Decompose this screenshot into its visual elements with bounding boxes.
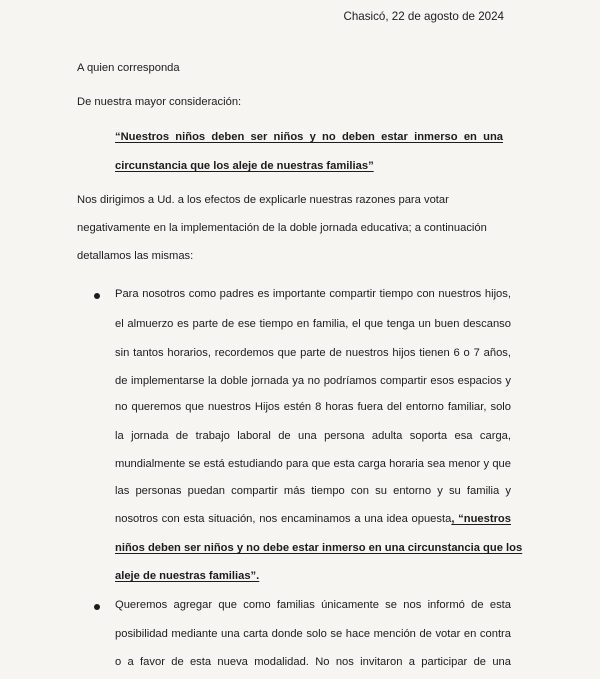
- intro-line-3: detallamos las mismas:: [77, 250, 194, 262]
- bullet1-line: las personas puedan compartir más tiempo con su entorno y su familia y: [115, 485, 511, 497]
- bullet1-line: mundialmente se está estudiando para que esta carga horaria sea menor y que: [115, 458, 511, 470]
- bullet1-line: no queremos que nuestros Hijos estén 8 horas fuera del entorno familiar, solo: [115, 401, 511, 413]
- bullet1-line-mixed: [115, 513, 511, 525]
- bullet1-emphasis-line: niños deben ser niños y no debe estar inmerso en una circunstancia que los: [115, 542, 523, 554]
- bullet1-line: el almuerzo es parte de ese tiempo en familia, el que tenga un buen descanso: [115, 318, 511, 330]
- consideration-line: De nuestra mayor consideración:: [77, 96, 242, 108]
- intro-line-1: Nos dirigimos a Ud. a los efectos de explicarle nuestras razones para votar: [77, 194, 449, 206]
- bullet-dot-2: [94, 604, 100, 610]
- bullet2-line: posibilidad mediante una carta donde solo se hace mención de votar en contra: [115, 628, 511, 640]
- bullet1-line9-emphasis: , “nuestros: [451, 513, 511, 525]
- quote-line-1: “Nuestros niños deben ser niños y no deben estar inmerso en una: [115, 131, 503, 143]
- bullet1-line: sin tantos horarios, recordemos que parte de nuestros hijos tienen 6 o 7 años,: [115, 347, 511, 359]
- bullet2-line: o a favor de esta nueva modalidad. No nos invitaron a participar de una: [115, 656, 511, 668]
- bullet2-line: Queremos agregar que como familias únicamente se nos informó de esta: [115, 599, 511, 611]
- greeting: A quien corresponda: [77, 62, 180, 74]
- quote-line-2: circunstancia que los aleje de nuestras familias”: [115, 160, 374, 172]
- bullet1-line: Para nosotros como padres es importante compartir tiempo con nuestros hijos,: [115, 288, 511, 300]
- intro-line-2: negativamente en la implementación de la doble jornada educativa; a continuación: [77, 222, 487, 234]
- letter-date: Chasicó, 22 de agosto de 2024: [343, 10, 504, 23]
- bullet1-line: de implementarse la doble jornada ya no podríamos compartir esos espacios y: [115, 375, 511, 387]
- bullet1-line9-plain: nosotros con esta situación, nos encaminamos a una idea opuesta: [115, 513, 452, 525]
- bullet1-line: la jornada de trabajo laboral de una persona adulta soporta esa carga,: [115, 430, 511, 442]
- bullet-dot-1: [94, 293, 100, 299]
- bullet1-emphasis-line-end: aleje de nuestras familias”.: [115, 570, 260, 582]
